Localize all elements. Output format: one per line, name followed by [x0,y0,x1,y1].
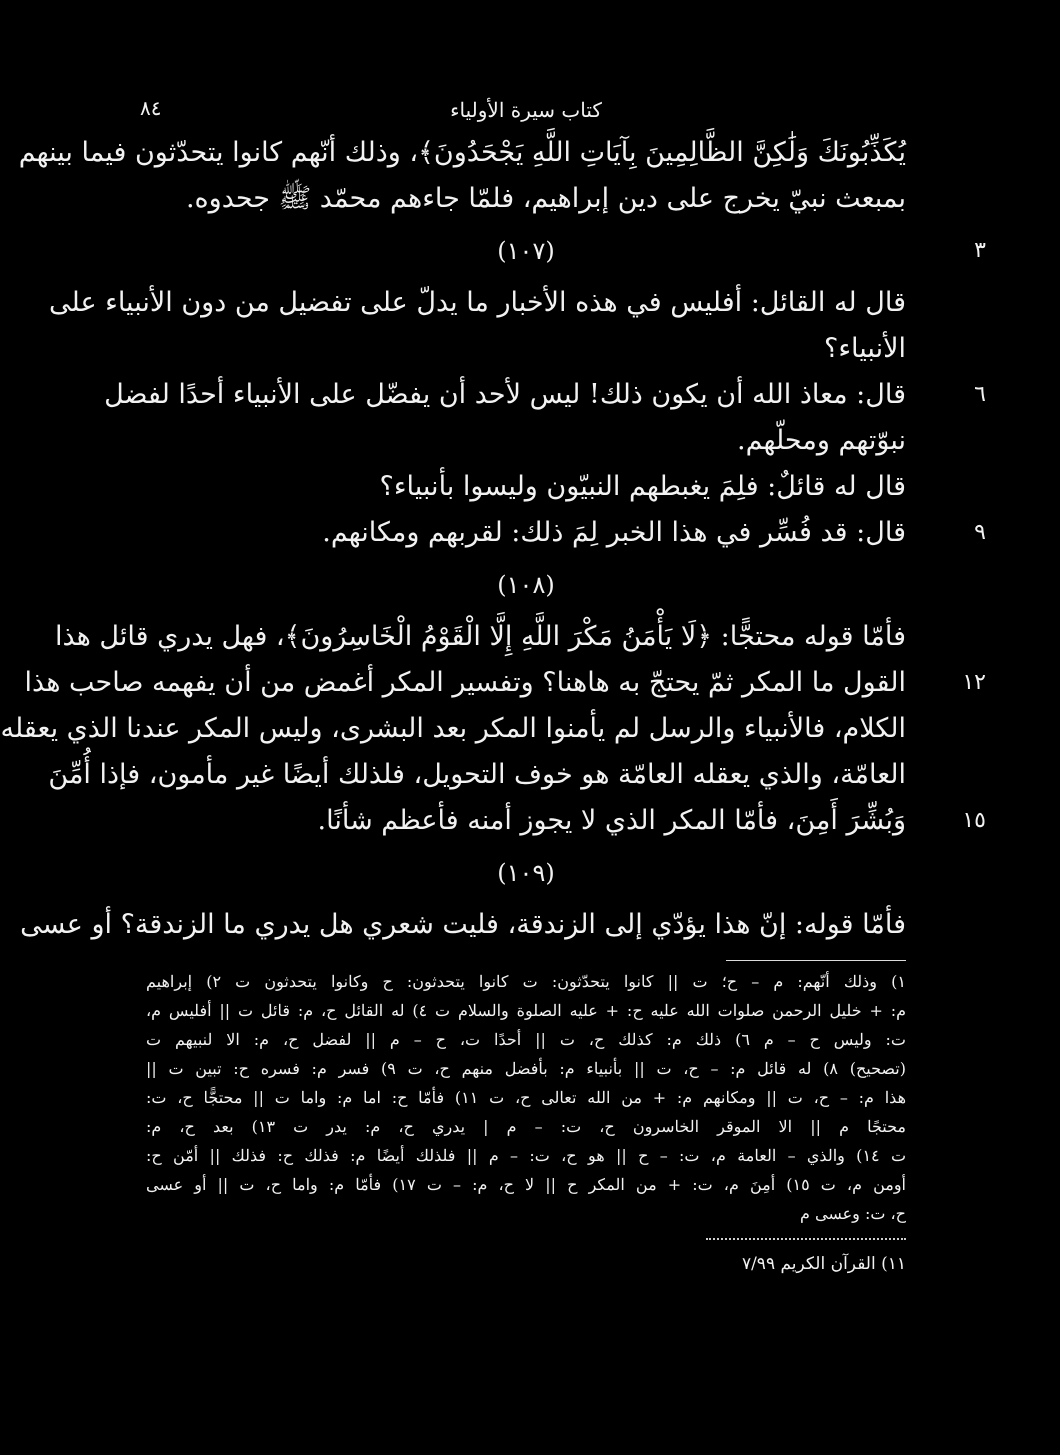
line-number: ٩ [974,520,986,545]
text-line-content: وَبُشِّرَ أَمِنَ، فأمّا المكر الذي لا يجوز أمنه فأعظم شأنًا. [317,805,906,836]
main-text [0,130,986,948]
text-line [54,614,906,660]
text-line-content: القول ما المكر ثمّ يحتجّ به هاهنا؟ وتفسير المكر أغمض من أن يفهمه صاحب هذا [24,667,906,698]
line-number: ١٢ [962,670,986,695]
section-label: (١٠٨) [497,571,555,599]
dotted-separator [706,1238,906,1240]
text-line-content: العامّة، والذي يعقله العامّة هو خوف التحويل، فلذلك أيضًا غير مأمون، فإذا أُمِّنَ [48,759,906,790]
footnote-line: ت ١٤) والذي – العامة م، ت: – ح || هو ح، ت: – م || فلذلك أيضًا م: فذلك ح: فذلك || أمّن ح: [146,1146,907,1165]
book-page [0,92,986,1432]
text-line [0,706,906,752]
text-line [146,176,906,222]
line-number: ٣ [974,238,986,263]
footnote-line: ١) وذلك أنّهم: م – ح؛ ت || كانوا يتحدّثون: ت كانوا يتحدثون: ح وكانوا يتحدثون ت ٢) إبراهيم [146,972,906,991]
text-line [49,280,906,326]
text-line [48,752,906,798]
text-line-content: قال له القائل: أفليس في هذه الأخبار ما يدلّ على تفضيل من دون الأنبياء على [49,287,906,318]
running-title: كتاب سيرة الأولياء [450,98,602,122]
text-line [146,326,906,372]
text-line-content: قال: معاذ الله أن يكون ذلك! ليس لأحد أن يفضّل على الأنبياء أحدًا لفضل [104,379,906,410]
text-line-content: فأمّا قوله محتجًّا: ﴿لَا يَأْمَنُ مَكْرَ اللَّهِ إِلَّا الْقَوْمُ الْخَاسِرُونَ﴾، فهل يدري قائل هذا [54,621,906,652]
text-line-content: يُكَذِّبُونَكَ وَلَٰكِنَّ الظَّالِمِينَ بِآيَاتِ اللَّهِ يَجْحَدُونَ﴾، وذلك أنّهم كانوا يتحدّثون فيما بينهم [18,137,906,168]
page-number: ٨٤ [140,96,162,120]
footnote-line: (تصحيح) ٨) له قائل م: – ح، ت || بأنبياء م: بأفضل منهم ح، ت ٩) فسر م: فسره ح: تبين ت || [146,1059,906,1078]
footnote-divider [726,960,906,961]
footnote-line: أومن م، ت ١٥) أمِنَ م، ت: + من المكر ح || لا ح، م: – ت ١٧) فأمّا م: واما ح، ت || أو عسى [146,1175,907,1194]
text-line [146,510,986,556]
text-line [146,464,906,510]
text-line-content: الأنبياء؟ [824,333,906,364]
text-line [146,798,986,844]
reference-note: ١١) القرآن الكريم ٧/٩٩ [741,1254,906,1274]
text-line [20,902,906,948]
text-line-content: قال له قائلٌ: فلِمَ يغبطهم النبيّون وليسوا بأنبياء؟ [379,471,906,502]
text-line [18,130,906,176]
section-label: (١٠٧) [497,237,555,265]
footnotes [146,967,906,1228]
section-number [146,222,986,280]
text-line-content: فأمّا قوله: إنّ هذا يؤدّي إلى الزندقة، فليت شعري هل يدري ما الزندقة؟ أو عسى [20,909,906,940]
text-line-content: قال: قد فُسِّر في هذا الخبر لِمَ ذلك: لقربهم ومكانهم. [322,517,906,548]
footnote-line: هذا م: – ح، ت || ومكانهم م: + من الله تعالى ح، ت ١١) فأمّا ح: اما م: واما ت || محتجًّا ح، ت: [146,1088,907,1107]
section-number [146,556,906,614]
page-header [140,92,906,130]
line-number: ١٥ [962,808,986,833]
section-number [146,844,906,902]
text-line [24,660,986,706]
text-line [146,418,906,464]
text-line-content: الكلام، فالأنبياء والرسل لم يأمنوا المكر بعد البشرى، وليس المكر عندنا الذي يعقله [0,713,906,744]
text-line-content: نبوّتهم ومحلّهم. [737,425,906,456]
text-line-content: بمبعث نبيّ يخرج على دين إبراهيم، فلمّا جاءهم محمّد ﷺ جحدوه. [185,183,906,214]
text-line [104,372,986,418]
line-number: ٦ [974,382,986,407]
footnote-line: ت: وليس ح – م ٦) ذلك م: كذلك ح، ت || أحدًا ت، ح – م || لفضل ح، م: الا لنبيهم ت [146,1030,906,1049]
footnote-line: م: + خليل الرحمن صلوات الله عليه ح: + عليه الصلوة والسلام ت ٤) له القائل ح، م: قائل ت || أفليس م، [146,1001,906,1020]
footnote-line: ح، ت: وعسى م [800,1204,906,1223]
footnote-line: محتجًا م || الا الموقر الخاسرون ح، ت: – م | يدري ح، م: يدر ت ١٣) بعد ح، م: [146,1117,906,1136]
section-label: (١٠٩) [497,859,555,887]
